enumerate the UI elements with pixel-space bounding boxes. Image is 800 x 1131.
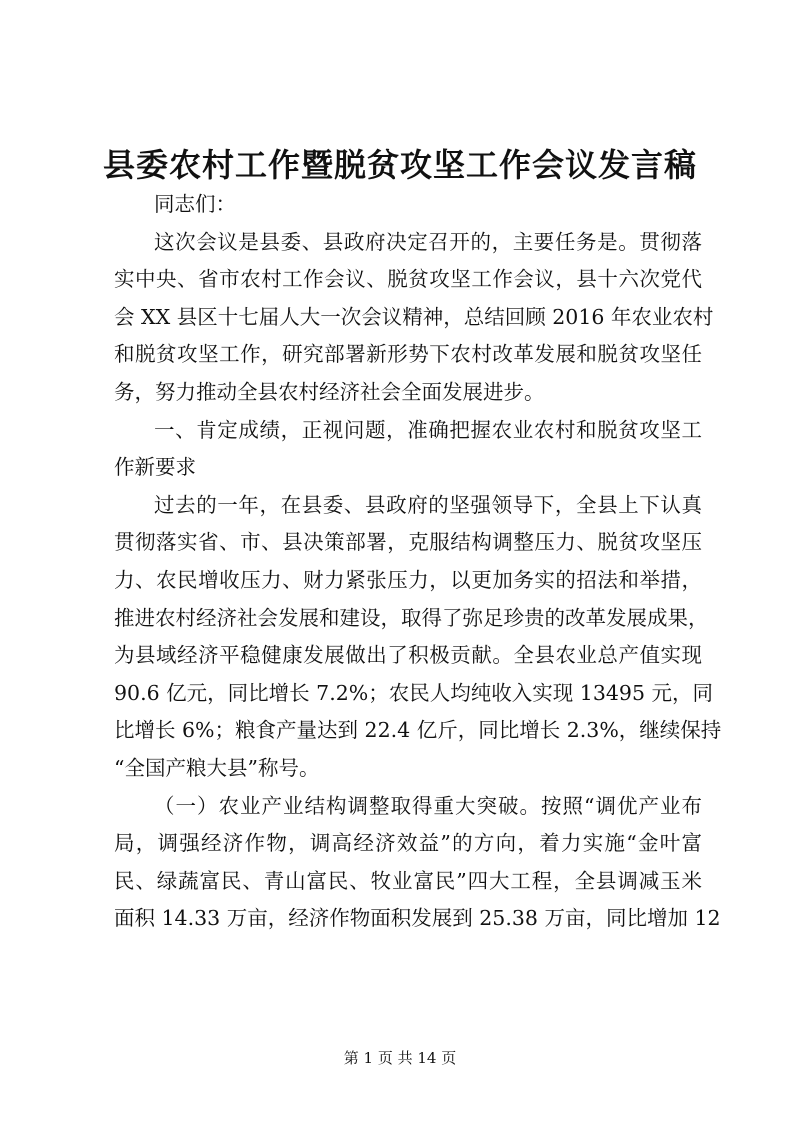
paragraph-line: 贯彻落实省、市、县决策部署，克服结构调整压力、脱贫攻坚压	[114, 530, 702, 555]
paragraph-line: 为县域经济平稳健康发展做出了积极贡献。全县农业总产值实现	[114, 643, 702, 668]
paragraph-line: 和脱贫攻坚工作，研究部署新形势下农村改革发展和脱贫攻坚任	[114, 342, 702, 367]
salutation: 同志们：	[154, 192, 236, 216]
paragraph-line: 过去的一年，在县委、县政府的坚强领导下，全县上下认真	[154, 492, 702, 517]
paragraph-line: 局，调强经济作物，调高经济效益”的方向，着力实施“金叶富	[114, 831, 702, 856]
paragraph-line: 这次会议是县委、县政府决定召开的，主要任务是。贯彻落	[154, 229, 702, 254]
paragraph-line: 务，努力推动全县农村经济社会全面发展进步。	[114, 379, 545, 404]
paragraph-line: 会 XX 县区十七届人大一次会议精神，总结回顾 2016 年农业农村	[114, 304, 714, 329]
document-title: 县委农村工作暨脱贫攻坚工作会议发言稿	[102, 146, 697, 184]
paragraph-line: 实中央、省市农村工作会议、脱贫攻坚工作会议，县十六次党代	[114, 267, 702, 292]
paragraph-line: 面积 14.33 万亩，经济作物面积发展到 25.38 万亩，同比增加 12	[114, 906, 721, 931]
paragraph-line: 比增长 6%；粮食产量达到 22.4 亿斤，同比增长 2.3%，继续保持	[114, 718, 722, 743]
page-footer: 第 1 页 共 14 页	[343, 1049, 457, 1067]
subsection-line: （一）农业产业结构调整取得重大突破。按照“调优产业布	[154, 793, 702, 818]
paragraph-line: 民、绿蔬富民、青山富民、牧业富民”四大工程，全县调减玉米	[114, 868, 702, 893]
paragraph-line: 推进农村经济社会发展和建设，取得了弥足珍贵的改革发展成果，	[114, 605, 709, 630]
paragraph-line: 力、农民增收压力、财力紧张压力，以更加务实的招法和举措，	[114, 567, 702, 592]
paragraph-line: 90.6 亿元，同比增长 7.2%；农民人均纯收入实现 13495 元，同	[114, 680, 714, 705]
section-heading-line: 作新要求	[114, 455, 196, 480]
section-heading-line: 一、肯定成绩，正视问题，准确把握农业农村和脱贫攻坚工	[154, 417, 702, 442]
document-body	[114, 186, 722, 938]
paragraph-line: “全国产粮大县”称号。	[114, 755, 320, 780]
